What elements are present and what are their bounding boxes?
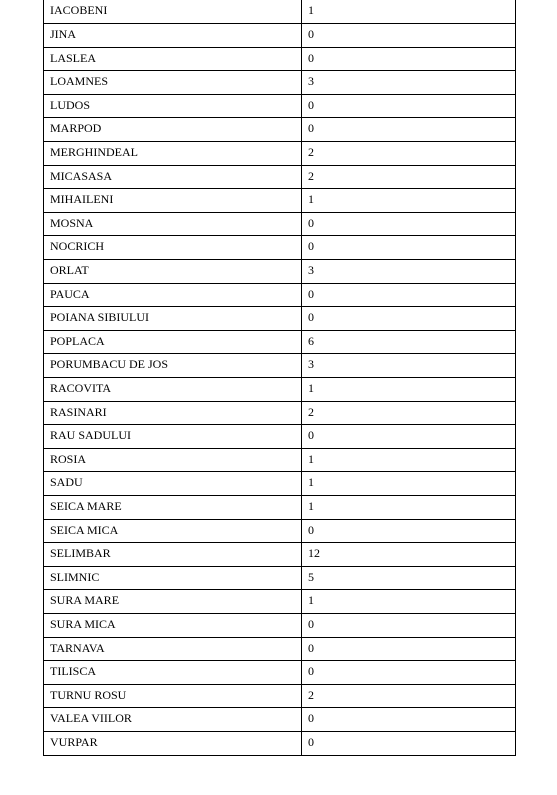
table-row: [44, 684, 516, 708]
locality-name-cell: IACOBENI: [44, 0, 302, 24]
locality-name-cell: POIANA SIBIULUI: [44, 307, 302, 331]
locality-value-cell: 2: [302, 684, 516, 708]
locality-name-cell: SLIMNIC: [44, 566, 302, 590]
locality-value-cell: 0: [302, 94, 516, 118]
table-row: [44, 47, 516, 71]
locality-value-cell: 0: [302, 661, 516, 685]
locality-table: [43, 0, 516, 756]
table-row: [44, 142, 516, 166]
table-row: [44, 165, 516, 189]
table-row: [44, 472, 516, 496]
locality-value-cell: 1: [302, 378, 516, 402]
locality-value-cell: 1: [302, 448, 516, 472]
locality-value-cell: 1: [302, 189, 516, 213]
locality-name-cell: TILISCA: [44, 661, 302, 685]
locality-value-cell: 2: [302, 142, 516, 166]
table-row: [44, 543, 516, 567]
locality-name-cell: SEICA MARE: [44, 495, 302, 519]
table-row: [44, 590, 516, 614]
locality-value-cell: 3: [302, 260, 516, 284]
locality-name-cell: MARPOD: [44, 118, 302, 142]
locality-name-cell: RASINARI: [44, 401, 302, 425]
table-row: [44, 354, 516, 378]
table-row: [44, 566, 516, 590]
locality-name-cell: ROSIA: [44, 448, 302, 472]
table-row: [44, 401, 516, 425]
locality-name-cell: NOCRICH: [44, 236, 302, 260]
locality-value-cell: 12: [302, 543, 516, 567]
locality-name-cell: RAU SADULUI: [44, 425, 302, 449]
locality-name-cell: LOAMNES: [44, 71, 302, 95]
locality-value-cell: 0: [302, 212, 516, 236]
locality-value-cell: 0: [302, 283, 516, 307]
table-row: [44, 260, 516, 284]
table-row: [44, 0, 516, 24]
locality-value-cell: 1: [302, 472, 516, 496]
locality-name-cell: PORUMBACU DE JOS: [44, 354, 302, 378]
locality-value-cell: 2: [302, 165, 516, 189]
table-row: [44, 495, 516, 519]
locality-value-cell: 0: [302, 236, 516, 260]
locality-value-cell: 0: [302, 519, 516, 543]
locality-value-cell: 0: [302, 731, 516, 755]
locality-name-cell: MOSNA: [44, 212, 302, 236]
table-row: [44, 24, 516, 48]
table-row: [44, 637, 516, 661]
table-row: [44, 613, 516, 637]
table-row: [44, 307, 516, 331]
locality-name-cell: JINA: [44, 24, 302, 48]
locality-name-cell: TARNAVA: [44, 637, 302, 661]
table-row: [44, 283, 516, 307]
locality-name-cell: SADU: [44, 472, 302, 496]
locality-value-cell: 0: [302, 613, 516, 637]
locality-name-cell: SURA MICA: [44, 613, 302, 637]
locality-name-cell: PAUCA: [44, 283, 302, 307]
locality-value-cell: 6: [302, 330, 516, 354]
table-row: [44, 708, 516, 732]
table-row: [44, 378, 516, 402]
locality-name-cell: RACOVITA: [44, 378, 302, 402]
locality-value-cell: 1: [302, 0, 516, 24]
locality-name-cell: SEICA MICA: [44, 519, 302, 543]
locality-value-cell: 0: [302, 307, 516, 331]
locality-value-cell: 3: [302, 354, 516, 378]
locality-value-cell: 3: [302, 71, 516, 95]
locality-name-cell: SELIMBAR: [44, 543, 302, 567]
locality-name-cell: LASLEA: [44, 47, 302, 71]
table-row: [44, 519, 516, 543]
locality-value-cell: 0: [302, 708, 516, 732]
locality-value-cell: 0: [302, 425, 516, 449]
locality-value-cell: 0: [302, 24, 516, 48]
locality-name-cell: ORLAT: [44, 260, 302, 284]
locality-value-cell: 0: [302, 47, 516, 71]
locality-value-cell: 2: [302, 401, 516, 425]
locality-name-cell: VURPAR: [44, 731, 302, 755]
table-row: [44, 118, 516, 142]
locality-name-cell: TURNU ROSU: [44, 684, 302, 708]
table-row: [44, 94, 516, 118]
table-row: [44, 212, 516, 236]
table-row: [44, 448, 516, 472]
table-row: [44, 661, 516, 685]
table-row: [44, 330, 516, 354]
locality-name-cell: POPLACA: [44, 330, 302, 354]
locality-name-cell: LUDOS: [44, 94, 302, 118]
table-row: [44, 425, 516, 449]
locality-value-cell: 0: [302, 118, 516, 142]
locality-value-cell: 1: [302, 495, 516, 519]
locality-value-cell: 5: [302, 566, 516, 590]
locality-name-cell: MICASASA: [44, 165, 302, 189]
locality-name-cell: MERGHINDEAL: [44, 142, 302, 166]
locality-name-cell: MIHAILENI: [44, 189, 302, 213]
locality-name-cell: SURA MARE: [44, 590, 302, 614]
table-row: [44, 731, 516, 755]
table-row: [44, 189, 516, 213]
table-row: [44, 71, 516, 95]
table-body: [44, 0, 516, 755]
locality-value-cell: 0: [302, 637, 516, 661]
locality-name-cell: VALEA VIILOR: [44, 708, 302, 732]
locality-value-cell: 1: [302, 590, 516, 614]
table-row: [44, 236, 516, 260]
